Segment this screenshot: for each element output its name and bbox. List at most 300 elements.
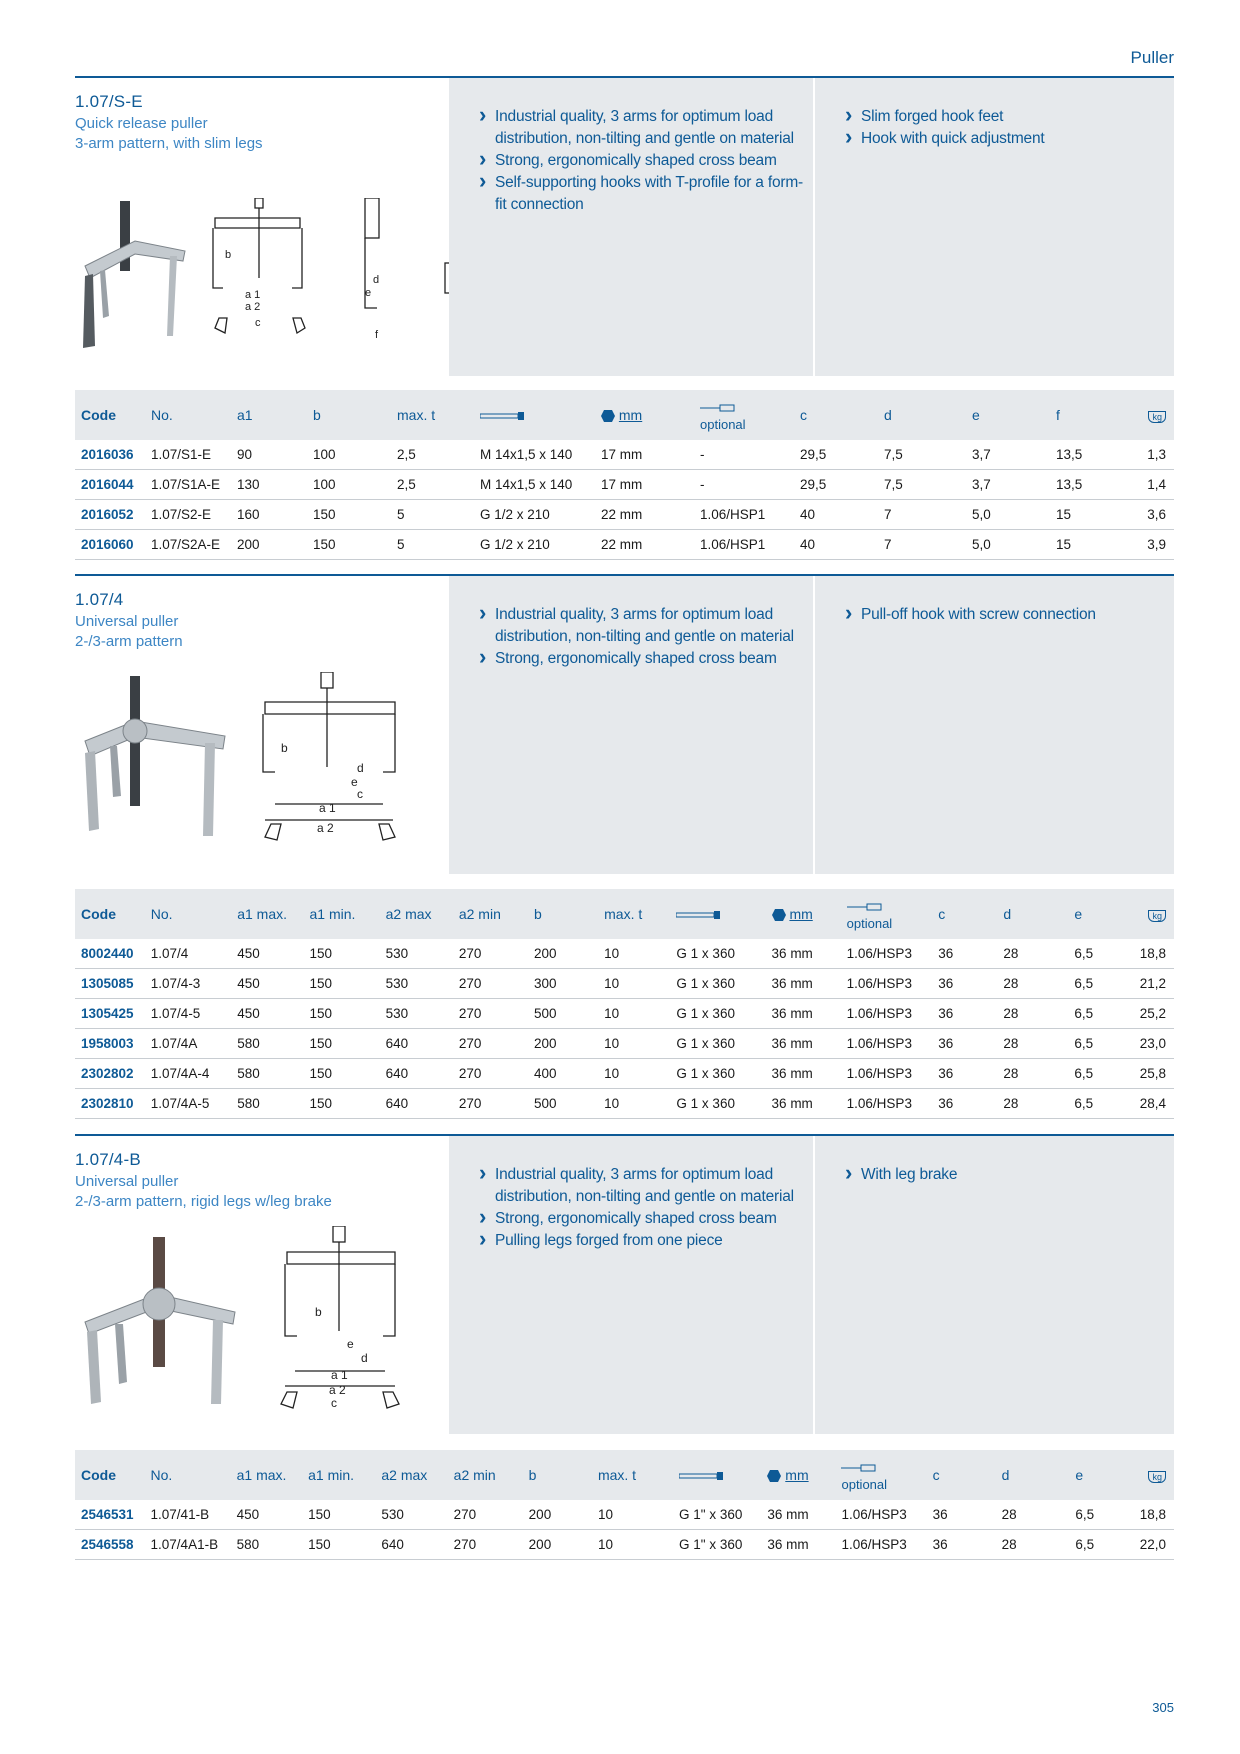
table-cell: 36 mm (766, 1059, 841, 1089)
col-code: Code (75, 889, 145, 939)
table-cell: - (694, 470, 794, 500)
feature-item: › Strong, ergonomically shaped cross beam (479, 1208, 813, 1230)
section-title: 1.07/S-E (75, 92, 143, 111)
col-a1-max: a1 max. (231, 889, 303, 939)
table-cell: 7,5 (878, 470, 966, 500)
table-cell: 10 (598, 969, 670, 999)
feature-item: › Hook with quick adjustment (845, 128, 1174, 150)
table-row (75, 969, 1174, 999)
article-code: 8002440 (75, 939, 145, 969)
features-panel (449, 576, 813, 874)
table-cell: 36 mm (761, 1530, 835, 1560)
dim-c: c (255, 317, 261, 329)
table-cell: 36 mm (766, 999, 841, 1029)
table-cell: 1,4 (1136, 470, 1174, 500)
table-cell: 200 (231, 530, 307, 560)
spec-table (75, 390, 1174, 560)
table-cell: 300 (528, 969, 598, 999)
table-cell: G 1 x 360 (670, 939, 765, 969)
spec-table (75, 1450, 1174, 1560)
table-cell: 36 mm (766, 939, 841, 969)
article-code: 2302810 (75, 1089, 145, 1119)
table-cell: 36 (927, 1530, 996, 1560)
article-code: 2016060 (75, 530, 145, 560)
col-a1: a1 (231, 390, 307, 440)
feature-list-b (815, 78, 1174, 150)
col-optional: optional (835, 1450, 926, 1500)
table-body (75, 939, 1174, 1119)
table-cell: 1.06/HSP3 (841, 999, 933, 1029)
pressure-spindle-icon (700, 404, 736, 412)
table-row (75, 1089, 1174, 1119)
table-cell: 7 (878, 530, 966, 560)
feature-list-a (449, 1136, 813, 1252)
table-cell: 36 (932, 969, 997, 999)
table-cell: 1.06/HSP3 (841, 1029, 933, 1059)
table-cell: 5 (391, 500, 474, 530)
table-cell: 10 (598, 939, 670, 969)
feature-item: › Pull-off hook with screw connection (845, 604, 1174, 626)
col-c: c (932, 889, 997, 939)
table-row (75, 939, 1174, 969)
table-cell: 1.06/HSP3 (841, 969, 933, 999)
table-cell: G 1/2 x 210 (474, 500, 595, 530)
dim-a1: a 1 (331, 1368, 348, 1382)
col-code: Code (75, 1450, 145, 1500)
feature-item: › Self-supporting hooks with T-profile for a form-fit connection (479, 172, 813, 216)
table-cell: 1.07/4A-4 (145, 1059, 231, 1089)
table-cell: 1.07/4A (145, 1029, 231, 1059)
table-cell: - (694, 440, 794, 470)
table-cell: 28 (997, 1089, 1068, 1119)
table-cell: 3,9 (1136, 530, 1174, 560)
feature-list-b (815, 1136, 1174, 1186)
dim-b: b (225, 249, 232, 261)
article-code: 2016036 (75, 440, 145, 470)
table-cell: 150 (307, 500, 391, 530)
table-cell: 1.06/HSP3 (835, 1530, 926, 1560)
col-e: e (1068, 889, 1133, 939)
table-cell: 100 (307, 440, 391, 470)
table-cell: 270 (453, 969, 528, 999)
table-cell: 10 (598, 1059, 670, 1089)
table-cell: 580 (231, 1530, 303, 1560)
feature-list-a (449, 78, 813, 216)
table-cell: 270 (453, 1059, 528, 1089)
dim-a1: a 1 (245, 289, 261, 301)
table-cell: 13,5 (1050, 440, 1136, 470)
table-cell: 29,5 (794, 470, 878, 500)
table-cell: 25,2 (1134, 999, 1174, 1029)
table-cell: 530 (380, 969, 453, 999)
table-cell: 150 (302, 1530, 375, 1560)
section-subtitle: 2-/3-arm pattern (75, 633, 183, 650)
table-cell: 36 (932, 999, 997, 1029)
table-cell: 150 (304, 1029, 380, 1059)
spindle-icon (673, 1450, 761, 1500)
table-cell: 36 (927, 1500, 996, 1530)
table-cell: M 14x1,5 x 140 (474, 470, 595, 500)
feature-item: › Slim forged hook feet (845, 106, 1174, 128)
table-cell: 17 mm (595, 470, 694, 500)
table-cell: 270 (448, 1530, 523, 1560)
table-cell: 270 (453, 1029, 528, 1059)
table-cell: 100 (307, 470, 391, 500)
feature-item: › Strong, ergonomically shaped cross beam (479, 648, 813, 670)
table-cell: G 1 x 360 (670, 999, 765, 1029)
table-cell: 450 (231, 969, 303, 999)
col-no: No. (145, 390, 231, 440)
table-cell: 1.07/41-B (145, 1500, 231, 1530)
table-cell: 200 (523, 1530, 592, 1560)
col-f: f (1050, 390, 1136, 440)
article-code: 2546558 (75, 1530, 145, 1560)
dim-b: b (281, 741, 288, 755)
table-cell: 36 mm (766, 969, 841, 999)
pressure-spindle-icon (841, 1464, 877, 1472)
col-a2-min: a2 min (448, 1450, 523, 1500)
table-header-row (75, 1450, 1174, 1500)
feature-item: › Industrial quality, 3 arms for optimum load distribution, non-tilting and gentle on material (479, 1164, 813, 1208)
table-cell: 36 (932, 1089, 997, 1119)
table-cell: G 1/2 x 210 (474, 530, 595, 560)
table-cell: 640 (380, 1059, 453, 1089)
table-cell: 270 (453, 1089, 528, 1119)
table-cell: 28 (997, 939, 1068, 969)
col-b: b (523, 1450, 592, 1500)
hex-mm-icon: mm (595, 390, 694, 440)
table-cell: 7,5 (878, 440, 966, 470)
table-cell: G 1 x 360 (670, 1089, 765, 1119)
table-cell: 28,4 (1134, 1089, 1174, 1119)
feature-list-b (815, 576, 1174, 626)
feature-item: › Industrial quality, 3 arms for optimum load distribution, non-tilting and gentle on material (479, 604, 813, 648)
spindle-icon (670, 889, 765, 939)
col-e: e (1069, 1450, 1133, 1500)
table-cell: 5,0 (966, 500, 1050, 530)
table-cell: 13,5 (1050, 470, 1136, 500)
table-cell: 450 (231, 939, 303, 969)
dim-e: e (365, 287, 372, 299)
puller-photo (75, 1232, 245, 1407)
section-subtitle: Quick release puller (75, 115, 208, 132)
table-cell: 1.06/HSP1 (694, 530, 794, 560)
dim-a2: a 2 (329, 1383, 346, 1397)
col-c: c (927, 1450, 996, 1500)
table-cell: 200 (528, 1029, 598, 1059)
table-cell: 150 (304, 969, 380, 999)
dimension-diagram (275, 1226, 475, 1411)
col-a1-max: a1 max. (231, 1450, 303, 1500)
table-cell: 200 (528, 939, 598, 969)
table-cell: 28 (997, 969, 1068, 999)
col-b: b (528, 889, 598, 939)
col-optional: optional (694, 390, 794, 440)
feature-item: › With leg brake (845, 1164, 1174, 1186)
table-cell: 640 (380, 1089, 453, 1119)
dim-b: b (315, 1305, 322, 1319)
table-cell: 28 (996, 1530, 1070, 1560)
table-cell: 36 (932, 939, 997, 969)
table-cell: 150 (304, 1059, 380, 1089)
table-cell: 1.07/4-5 (145, 999, 231, 1029)
table-cell: 7 (878, 500, 966, 530)
section-subtitle: Universal puller (75, 1173, 179, 1190)
table-cell: 450 (231, 1500, 303, 1530)
table-header-row (75, 390, 1174, 440)
table-cell: 270 (448, 1500, 523, 1530)
table-row (75, 1530, 1174, 1560)
table-cell: 40 (794, 530, 878, 560)
table-cell: 1.06/HSP3 (841, 939, 933, 969)
col-e: e (966, 390, 1050, 440)
features-panel (815, 1136, 1174, 1434)
table-cell: 150 (304, 1089, 380, 1119)
table-cell: 28 (997, 1059, 1068, 1089)
table-cell: 29,5 (794, 440, 878, 470)
table-cell: 10 (598, 1029, 670, 1059)
table-row (75, 1500, 1174, 1530)
header-label: Puller (1130, 48, 1174, 67)
table-cell: 28 (997, 999, 1068, 1029)
table-cell: 15 (1050, 530, 1136, 560)
features-panel (449, 78, 813, 376)
col-max-t: max. t (592, 1450, 673, 1500)
table-cell: 150 (307, 530, 391, 560)
table-cell: 36 mm (766, 1089, 841, 1119)
table-cell: 580 (231, 1059, 303, 1089)
feature-list-a (449, 576, 813, 670)
table-header-row (75, 889, 1174, 939)
table-cell: 450 (231, 999, 303, 1029)
table-cell: 640 (380, 1029, 453, 1059)
table-cell: 22 mm (595, 500, 694, 530)
col-no: No. (145, 889, 231, 939)
feature-item: › Industrial quality, 3 arms for optimum load distribution, non-tilting and gentle on material (479, 106, 813, 150)
table-cell: 22,0 (1134, 1530, 1174, 1560)
table-cell: 5,0 (966, 530, 1050, 560)
table-cell: 6,5 (1068, 1029, 1133, 1059)
table-cell: 28 (996, 1500, 1070, 1530)
col-max-t: max. t (598, 889, 670, 939)
table-cell: 1.07/S1-E (145, 440, 231, 470)
table-cell: 1,3 (1136, 440, 1174, 470)
table-cell: 1.06/HSP3 (841, 1059, 933, 1089)
table-cell: 2,5 (391, 440, 474, 470)
table-cell: 2,5 (391, 470, 474, 500)
col-c: c (794, 390, 878, 440)
col-d: d (996, 1450, 1070, 1500)
table-cell: 90 (231, 440, 307, 470)
table-cell: 21,2 (1134, 969, 1174, 999)
features-panel (815, 576, 1174, 874)
feature-item: › Pulling legs forged from one piece (479, 1230, 813, 1252)
table-cell: 22 mm (595, 530, 694, 560)
table-cell: 28 (997, 1029, 1068, 1059)
features-panel (815, 78, 1174, 376)
weight-kg-icon: kg (1134, 1450, 1174, 1500)
col-a2-max: a2 max (380, 889, 453, 939)
table-cell: 6,5 (1068, 1089, 1133, 1119)
table-cell: 5 (391, 530, 474, 560)
features-panel (449, 1136, 813, 1434)
table-cell: 6,5 (1068, 969, 1133, 999)
col-a1-min: a1 min. (304, 889, 380, 939)
table-row (75, 500, 1174, 530)
col-no: No. (145, 1450, 231, 1500)
dim-c: c (331, 1396, 337, 1410)
table-row (75, 999, 1174, 1029)
table-cell: 1.06/HSP3 (841, 1089, 933, 1119)
col-optional: optional (841, 889, 933, 939)
dim-a2: a 2 (245, 301, 261, 313)
article-code: 1958003 (75, 1029, 145, 1059)
weight-kg-icon: kg (1136, 390, 1174, 440)
dim-d: d (357, 761, 364, 775)
table-cell: 10 (598, 1089, 670, 1119)
table-cell: 1.06/HSP1 (694, 500, 794, 530)
dim-a1: a 1 (319, 801, 336, 815)
table-cell: 36 (932, 1059, 997, 1089)
table-cell: 530 (380, 939, 453, 969)
table-cell: 150 (304, 939, 380, 969)
table-cell: 1.07/4A1-B (145, 1530, 231, 1560)
table-cell: G 1 x 360 (670, 969, 765, 999)
table-cell: 40 (794, 500, 878, 530)
col-max-t: max. t (391, 390, 474, 440)
dim-e: e (351, 775, 358, 789)
table-cell: 6,5 (1069, 1530, 1133, 1560)
table-cell: G 1" x 360 (673, 1500, 761, 1530)
col-d: d (997, 889, 1068, 939)
pressure-spindle-icon (847, 903, 883, 911)
table-cell: 3,7 (966, 440, 1050, 470)
table-cell: 500 (528, 1089, 598, 1119)
dim-f: f (375, 329, 379, 341)
table-cell: 160 (231, 500, 307, 530)
section-subtitle: 3-arm pattern, with slim legs (75, 135, 263, 152)
col-code: Code (75, 390, 145, 440)
table-cell: 1.06/HSP3 (835, 1500, 926, 1530)
table-cell: 580 (231, 1089, 303, 1119)
col-d: d (878, 390, 966, 440)
table-cell: 17 mm (595, 440, 694, 470)
table-cell: 3,7 (966, 470, 1050, 500)
table-cell: 6,5 (1069, 1500, 1133, 1530)
table-cell: 270 (453, 939, 528, 969)
table-cell: 1.07/4-3 (145, 969, 231, 999)
col-a1-min: a1 min. (302, 1450, 375, 1500)
table-cell: G 1 x 360 (670, 1059, 765, 1089)
table-row (75, 530, 1174, 560)
table-cell: 1.07/4A-5 (145, 1089, 231, 1119)
section-1-07-4-b (75, 1136, 1174, 1434)
col-a2-min: a2 min (453, 889, 528, 939)
dim-e: e (347, 1337, 354, 1351)
dim-c: c (357, 787, 363, 801)
spindle-icon (474, 390, 595, 440)
table-cell: G 1 x 360 (670, 1029, 765, 1059)
section-title: 1.07/4 (75, 590, 124, 609)
table-cell: 1.07/4 (145, 939, 231, 969)
puller-photo (75, 196, 195, 356)
table-cell: 10 (592, 1530, 673, 1560)
article-code: 2016044 (75, 470, 145, 500)
section-subtitle: Universal puller (75, 613, 179, 630)
table-row (75, 1029, 1174, 1059)
table-cell: 25,8 (1134, 1059, 1174, 1089)
table-cell: 18,8 (1134, 1500, 1174, 1530)
table-cell: 400 (528, 1059, 598, 1089)
table-cell: 10 (598, 999, 670, 1029)
table-cell: 1.07/S1A-E (145, 470, 231, 500)
section-1-07-4 (75, 576, 1174, 874)
table-cell: 15 (1050, 500, 1136, 530)
table-row (75, 470, 1174, 500)
table-cell: 18,8 (1134, 939, 1174, 969)
table-cell: 6,5 (1068, 1059, 1133, 1089)
col-a2-max: a2 max (375, 1450, 447, 1500)
dim-a2: a 2 (317, 821, 334, 835)
section-1-07-s-e (75, 78, 1174, 376)
article-code: 2546531 (75, 1500, 145, 1530)
table-cell: M 14x1,5 x 140 (474, 440, 595, 470)
table-cell: 130 (231, 470, 307, 500)
table-row (75, 440, 1174, 470)
table-cell: 150 (304, 999, 380, 1029)
section-title: 1.07/4-B (75, 1150, 141, 1169)
article-code: 2016052 (75, 500, 145, 530)
table-cell: 580 (231, 1029, 303, 1059)
article-code: 1305085 (75, 969, 145, 999)
table-cell: 500 (528, 999, 598, 1029)
table-cell: 10 (592, 1500, 673, 1530)
table-cell: 1.07/S2-E (145, 500, 231, 530)
table-cell: 270 (453, 999, 528, 1029)
table-cell: 6,5 (1068, 999, 1133, 1029)
article-code: 2302802 (75, 1059, 145, 1089)
table-cell: 6,5 (1068, 939, 1133, 969)
table-cell: 36 (932, 1029, 997, 1059)
table-cell: G 1" x 360 (673, 1530, 761, 1560)
article-code: 1305425 (75, 999, 145, 1029)
table-cell: 36 mm (766, 1029, 841, 1059)
table-cell: 150 (302, 1500, 375, 1530)
feature-item: › Strong, ergonomically shaped cross beam (479, 150, 813, 172)
table-cell: 530 (380, 999, 453, 1029)
table-cell: 640 (375, 1530, 447, 1560)
puller-photo (75, 671, 235, 841)
page-number: 305 (1152, 1700, 1174, 1715)
hex-mm-icon: mm (766, 889, 841, 939)
table-body (75, 440, 1174, 560)
dim-d: d (373, 274, 380, 286)
dimension-diagram (255, 672, 475, 842)
table-body (75, 1500, 1174, 1560)
table-cell: 1.07/S2A-E (145, 530, 231, 560)
table-cell: 23,0 (1134, 1029, 1174, 1059)
section-subtitle: 2-/3-arm pattern, rigid legs w/leg brake (75, 1193, 332, 1210)
dim-d: d (361, 1351, 368, 1365)
table-cell: 36 mm (761, 1500, 835, 1530)
table-cell: 530 (375, 1500, 447, 1530)
table-cell: 200 (523, 1500, 592, 1530)
weight-kg-icon: kg (1134, 889, 1174, 939)
col-b: b (307, 390, 391, 440)
table-cell: 3,6 (1136, 500, 1174, 530)
spec-table (75, 889, 1174, 1119)
hex-mm-icon: mm (761, 1450, 835, 1500)
